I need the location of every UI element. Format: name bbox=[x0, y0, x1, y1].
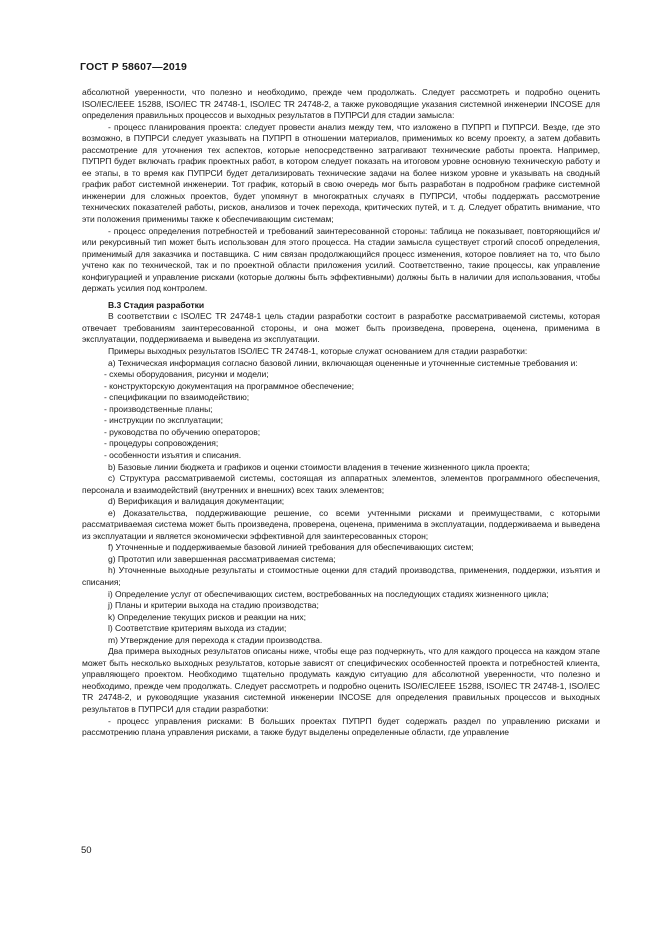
paragraph: а) Техническая информация согласно базовой линии, включающая оцененные и уточненные системные требования и: bbox=[108, 357, 578, 368]
paragraph: b) Базовые линии бюджета и графиков и оценки стоимости владения в течение жизненного цикла проекта; bbox=[108, 461, 530, 472]
paragraph: m) Утверждение для перехода к стадии производства. bbox=[108, 634, 323, 645]
paragraph: j) Планы и критерии выхода на стадию производства; bbox=[108, 600, 319, 611]
paragraph: - процесс планирования проекта: следует провести анализ между тем, что изложено в ПУПРП и ПУПРСИ. Везде, где это возможно, в ПУПРСИ следует указывать на ПУПРП в отношении материалов, применимых ко всему проекту, а затем добавить рассмотрение для уточнения тех аспектов, которые непосредственно затрагивают технические работы проекта. Например, ПУПРП будет включать график проектных работ, в котором следует показать на итоговом уровне основную техническую работу и ее этапы, в то время как ПУПРСИ будет детализировать технические задачи на более низком уровне и указывать на сводный график работ системной инженерии. Тот график, который в свою очередь мог быть разработан в подробном графике системной инженерии для сложных проектов, будет упомянут в многократных случаях в ПУПРСИ, чтобы поддержать рассмотрение технических показателей работы, рисков, анализов и точек перехода, критических путей, и т. д. Следует обратить внимание, что эти положения применимы также к обеспечивающим системам; bbox=[82, 121, 600, 225]
paragraph: l) Соответствие критериям выхода из стадии; bbox=[108, 623, 287, 634]
paragraph: - схемы оборудования, рисунки и модели; bbox=[104, 369, 269, 380]
paragraph: - руководства по обучению операторов; bbox=[104, 426, 261, 437]
paragraph: e) Доказательства, поддерживающие решение, со всеми учтенными рисками и преимуществами, с которыми рассматриваемая система может быть произведена, проверена, оценена, применима в эксплуатации, поддерживаема и выведена из эксплуатации и является экономически эффективной для заинтересованных сторон; bbox=[82, 507, 600, 541]
paragraph: d) Верификация и валидация документации; bbox=[108, 496, 285, 507]
paragraph: - процедуры сопровождения; bbox=[104, 438, 219, 449]
paragraph: k) Определение текущих рисков и реакции на них; bbox=[108, 611, 306, 622]
paragraph: - конструкторскую документация на программное обеспечение; bbox=[104, 380, 354, 391]
paragraph: - инструкции по эксплуатации; bbox=[104, 415, 223, 426]
paragraph: - производственные планы; bbox=[104, 403, 213, 414]
paragraph: - процесс управления рисками: В больших проектах ПУПРП будет содержать раздел по управлению рисками и рассмотрению плана управления рисками, а также будут выделены определенные области, где управление bbox=[82, 715, 600, 738]
paragraph: c) Структура рассматриваемой системы, состоящая из аппаратных элементов, элементов программного обеспечения, персонала и взаимодействий (внутренних и внешних) всех таких элементов; bbox=[82, 473, 600, 495]
paragraph: i) Определение услуг от обеспечивающих систем, востребованных на последующих стадиях жизненного цикла; bbox=[108, 588, 549, 599]
paragraph: f) Уточненные и поддерживаемые базовой линией требования для обеспечивающих систем; bbox=[108, 542, 474, 553]
paragraph: абсолютной уверенности, что полезно и необходимо, прежде чем продолжать. Следует рассмотреть и подробно оценить ISO/IEC/IEEE 15288, ISO/IEC TR 24748-1, ISO/IEC TR 24748-2, а также руководящие указания системной инженерии INCOSE для определения правильных процессов и выходных результатов в ПУПРСИ для стадии замысла: bbox=[82, 87, 600, 121]
paragraph: - особенности изъятия и списания. bbox=[104, 449, 242, 460]
paragraph: - процесс определения потребностей и требований заинтересованной стороны: таблица не показывает, повторяющийся и/или рекурсивный тип может быть использован для этого процесса. На стадии замысла существует строгий способ определения, применимый для заказчика и поставщика. С ним связан продолжающийся процесс изменения, которое повлияет на то, что было учтено как по технической, так и по проектной области приложения усилий. Соответственно, такие процессы, как управление конфигурацией и управление рисками (которые должны быть эффективными) должны быть в наличии для использования, чтобы держать усилия под контролем. bbox=[82, 225, 600, 294]
page-number: 50 bbox=[81, 845, 92, 856]
paragraph: h) Уточненные выходные результаты и стоимостные оценки для стадий производства, применения, поддержки, изъятия и списания; bbox=[82, 565, 600, 587]
document-body bbox=[82, 87, 600, 739]
section-heading: В.3 Стадия разработки bbox=[108, 299, 205, 310]
paragraph: - спецификации по взаимодействию; bbox=[104, 392, 250, 403]
paragraph: Примеры выходных результатов ISO/IEC TR 24748-1, которые служат основанием для стадии разработки: bbox=[108, 346, 528, 357]
paragraph: g) Прототип или завершенная рассматриваемая система; bbox=[108, 553, 336, 564]
paragraph: Два примера выходных результатов описаны ниже, чтобы еще раз подчеркнуть, что для каждого процесса на каждом этапе может быть несколько выходных результатов, которые зависят от специфических особенностей проекта и потребностей клиента, управляющего проектом. Необходимо тщательно продумать каждую ситуацию для абсолютной уверенности, что полезно и необходимо, прежде чем продолжать. Следует рассмотреть и подробно оценить ISO/IEC/IEEE 15288, ISO/IEC TR 24748-1, ISO/IEC TR 24748-2, и руководящие указания системной инженерии INCOSE для определения правильных процессов и выходных результатов в ПУПРСИ для стадии разработки: bbox=[82, 646, 600, 714]
document-header: ГОСТ Р 58607—2019 bbox=[80, 61, 188, 73]
paragraph: В соответствии с ISO/IEC TR 24748-1 цель стадии разработки состоит в разработке рассматриваемой системы, которая отвечает требованиям заинтересованной стороны, и она может быть произведена, проверена, оценена, применима в эксплуатации, поддерживаема и выведена из эксплуатации. bbox=[82, 311, 600, 345]
